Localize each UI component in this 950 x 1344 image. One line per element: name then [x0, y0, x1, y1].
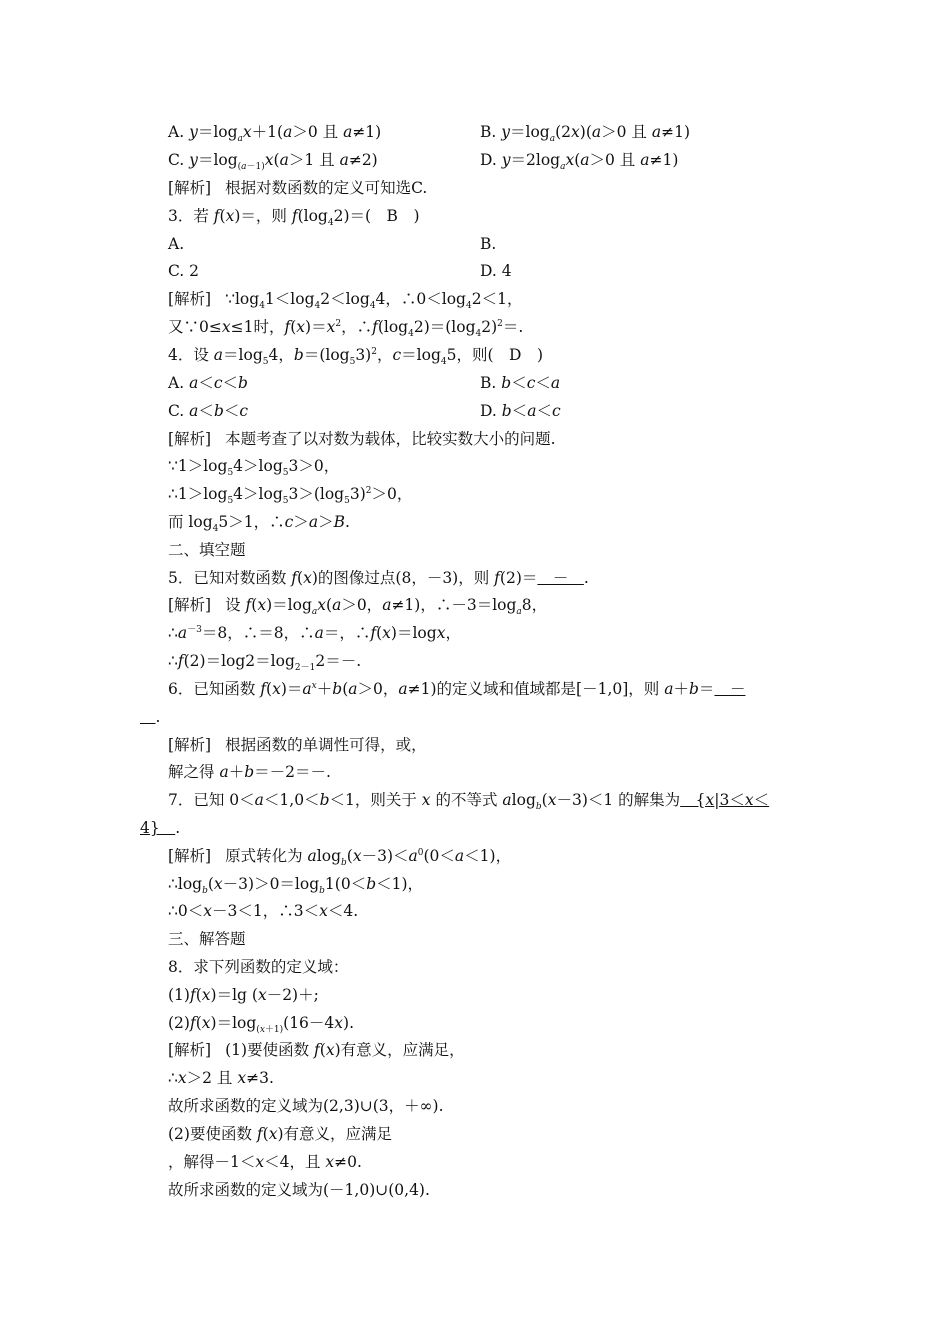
- question-8-part-2: $(2)f(x)=\log_{(x+1)}(16-4x)$.: [168, 1014, 355, 1036]
- option-4a: A. a＜c＜b: [168, 374, 248, 392]
- option-2d: D. $y=2\log_ax(a>0$ 且 a≠1): [480, 151, 679, 173]
- option-2b: B. $y=\log_a(2x)(a>0$ 且 a≠1): [480, 123, 691, 145]
- solution-8-line-2: ∴x＞2 且 x≠3.: [168, 1069, 274, 1087]
- question-8-part-1: (1)f(x)＝lg (x－2)＋;: [168, 986, 319, 1004]
- option-2c: C. $y=\log_{(a-1)}x(a>1$ 且 a≠2): [168, 151, 378, 173]
- question-5: 5．已知对数函数 f(x)的图像过点(8，－3)，则 f(2)＝ － .: [168, 569, 589, 587]
- solution-3-line-1: [解析] $\because\log_41<\log_42<\log_44$，$\therefore 0<\log_42<1$，: [168, 290, 523, 312]
- solution-5-line-1: [解析] 设 $f(x)=\log_ax(a>0$，a≠1)，$\therefore-3=\log_a8$，: [168, 596, 548, 618]
- solution-5-line-2: $\therefore a^{-3}=8$，∴＝8，∴a＝，∴f(x)＝logx，: [168, 624, 461, 642]
- solution-4-line-1: [解析] 本题考查了以对数为载体，比较实数大小的问题.: [168, 430, 556, 448]
- solution-6-line-2: 解之得 a＋b＝－2＝－.: [168, 763, 331, 781]
- question-7-line-2: 4} .: [140, 819, 181, 837]
- solution-7-line-3: ∴0＜x－3＜1，∴3＜x＜4.: [168, 902, 359, 920]
- option-2a: A. $y=\log_ax+1(a>0$ 且 a≠1): [168, 123, 382, 145]
- solution-8-line-5: ，解得－1＜x＜4，且 x≠0.: [168, 1153, 362, 1171]
- solution-8-line-1: [解析] (1)要使函数 f(x)有意义，应满足，: [168, 1041, 465, 1059]
- question-4: 4．设 $a=\log_54$，$b=(\log_53)^2$，$c=\log_45$，则( D ): [168, 346, 544, 368]
- question-8: 8．求下列函数的定义域：: [168, 958, 349, 976]
- option-4d: D. b＜a＜c: [480, 402, 561, 420]
- question-6-line-2: .: [155, 708, 161, 726]
- option-3d: D. 4: [480, 262, 512, 280]
- solution-7-line-1: [解析] 原式转化为 $alog_b(x-3)<a^0(0<a<1)$，: [168, 847, 512, 869]
- solution-3-line-2: 又∵0≤x≤1时，$f(x)=x^2$，$\therefore f(\log_42)=(\log_42)^2=$.: [168, 318, 524, 340]
- solution-6-line-1: [解析] 根据函数的单调性可得，或，: [168, 736, 427, 754]
- solution-8-line-3: 故所求函数的定义域为(2,3)∪(3，＋∞).: [168, 1097, 444, 1115]
- solution-4-line-3: $\therefore 1>\log_54>\log_53>(\log_53)^2>0$，: [168, 485, 413, 507]
- question-3: 3．若 f(x)＝，则 $f(\log_42)=$( B ): [168, 207, 420, 229]
- option-4c: C. a＜b＜c: [168, 402, 249, 420]
- solution-4-line-2: $\because 1>\log_54>\log_53>0$，: [168, 457, 340, 479]
- question-6-line-1: 6．已知函数 $f(x)=a^x+b(a>0$，a≠1)的定义域和值域都是[－1,0]，则 a＋b＝ －: [168, 680, 746, 698]
- solution-4-line-4: 而 $\log_45>1$，∴c＞a＞B.: [168, 513, 350, 535]
- solution-2: [解析] 根据对数函数的定义可知选C.: [168, 179, 428, 197]
- option-3a: A.: [168, 235, 185, 253]
- solution-8-line-6: 故所求函数的定义域为(－1,0)∪(0,4).: [168, 1181, 430, 1199]
- solution-8-line-4: (2)要使函数 f(x)有意义，应满足: [168, 1125, 393, 1143]
- solution-5-line-3: $\therefore f(2)=\log 2=\log_{2-1}2=-$.: [168, 652, 362, 674]
- option-3b: B.: [480, 235, 497, 253]
- option-4b: B. b＜c＜a: [480, 374, 561, 392]
- option-3c: C. 2: [168, 262, 200, 280]
- solution-7-line-2: $\therefore\log_b(x-3)>0=\log_b1(0<b<1)$，: [168, 875, 424, 897]
- section-heading-answer: 三、解答题: [168, 930, 246, 948]
- question-7-line-1: 7．已知 0＜a＜1,0＜b＜1，则关于 x 的不等式 alog$_b$(x－3)＜1 的解集为 {x|3＜x＜: [168, 791, 770, 813]
- section-heading-fill-in: 二、填空题: [168, 541, 246, 559]
